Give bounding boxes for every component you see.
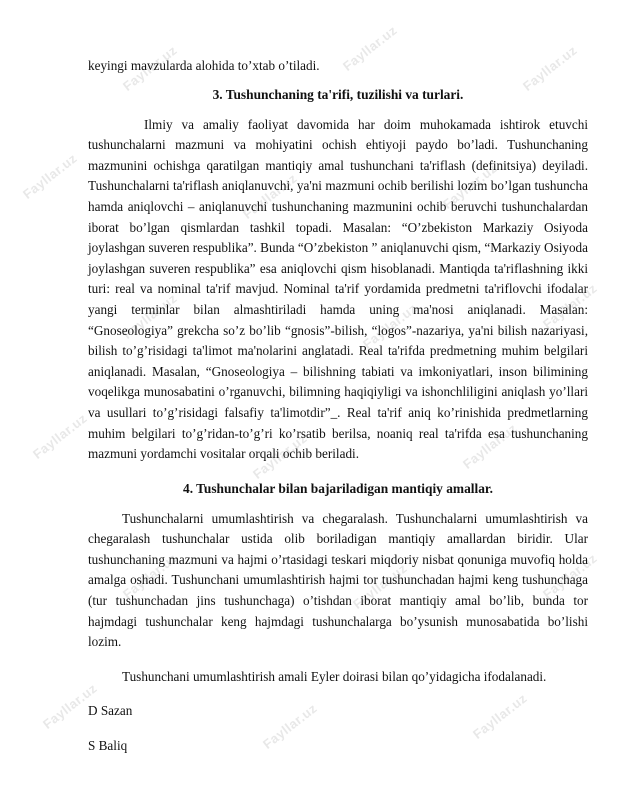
watermark: Fayllar.uz <box>20 150 80 202</box>
section-4-heading: 4. Tushunchalar bilan bajariladigan mantiqiy amallar. <box>183 480 493 496</box>
watermark: Fayllar.uz <box>30 410 90 462</box>
watermark: Fayllar.uz <box>240 170 300 222</box>
watermark: Fayllar.uz <box>520 42 580 94</box>
watermark: Fayllar.uz <box>350 560 410 612</box>
watermark: Fayllar.uz <box>470 690 530 742</box>
watermark: Fayllar.uz <box>540 550 600 602</box>
watermark: Fayllar.uz <box>120 42 180 94</box>
lead-text: keyingi mavzularda alohida to’xtab o’tiladi. <box>88 58 320 73</box>
section-3-heading: 3. Tushunchaning ta'rifi, tuzilishi va turlari. <box>212 86 464 102</box>
watermark: Fayllar.uz <box>40 680 100 732</box>
watermark: Fayllar.uz <box>260 700 320 752</box>
term-s: S Baliq <box>88 738 128 754</box>
section-4-paragraph-1: Tushunchalarni umumlashtirish va chegaralash. Tushunchalarni umumlashtirish va chegaralash tushunchalar ustida olib boriladigan mantiqiy amallardan biridir. Ular tushunchaning mazmuni va hajmi o’rtasidagi teskari miqdoriy nisbat qonuniga muvofiq holda amalga oshadi. Tushunchani umumlashtirish hajmi tor tushunchadan hajmi keng tushunchaga (tur tushunchadan jins tushunchaga) o’tishdan iborat mantiqiy amal bo’lib, bunda tor hajmdagi tushunchalar keng hajmdagi tushunchalarga bo’ysunish munosabatida bo’lishi lozim. <box>88 510 588 650</box>
watermark: Fayllar.uz <box>340 22 400 74</box>
section-3-paragraph: Ilmiy va amaliy faoliyat davomida har doim muhokamada ishtirok etuvchi tushunchalarni mazmuni va mohiyatini ochish ehtiyoji paydo bo’ladi. Tushunchaning mazmunini ochishga qaratilgan mantiqiy amal tushunchani ta'riflash (definitsiya) deyiladi. Tushunchalarni ta'riflash aniqlanuvchi, ya'ni mazmuni ochib berilishi lozim bo’lgan tushuncha hamda aniqlovchi – aniqlanuvchi tushunchaning mazmunini ochib beruvchi tushunchalardan iborat bo’lgan qismlardan tashkil topadi. Masalan: “O’zbekiston Markaziy Osiyoda joylashgan suveren respublika”. Bunda “O’zbekiston ” aniqlanuvchi qism, “Markaziy Osiyoda joylashgan suveren respublika” esa aniqlovchi qism hisoblanadi. Mantiqda ta'riflashning ikki turi: real va nominal ta'rif mavjud. Nominal ta'rif yordamida predmetni ta'riflovchi ifodalar yangi terminlar bilan almashtiriladi hamda uning ma'nosi aniqlanadi. Masalan: “Gnoseologiya” grekcha so’z bo’lib “gnosis”-bilish, “logos”-nazariya, ya'ni bilish nazariyasi, bilish to’g’risidagi ta'limot ma'nolarini anglatadi. Real ta'rifda predmetning muhim belgilari aniqlanadi. Masalan, “Gnoseologiya – bilishning tabiati va imkoniyatlari, inson bilimining voqelikga munosabatini o’rganuvchi, bilimning haqiqiyligi va ishonchliligini aniqlash yo’llari va usullari to’g’risidagi falsafiy ta'limotdir”_. Real ta'rif aniq ko’rinishida predmetlarning muhim belgilari to’g’ridan-to’g’ri ko’rsatib berilsa, noaniq real ta'rifda esa tushunchaning mazmuni yordamchi vositalar orqali ochib beriladi. <box>88 116 588 462</box>
term-d: D Sazan <box>88 703 133 719</box>
watermark: Fayllar.uz <box>250 430 310 482</box>
watermark: Fayllar.uz <box>540 280 600 332</box>
watermark: Fayllar.uz <box>360 300 420 352</box>
watermark: Fayllar.uz <box>120 550 180 602</box>
watermark: Fayllar.uz <box>120 290 180 342</box>
watermark: Fayllar.uz <box>440 160 500 212</box>
document-body <box>88 56 588 771</box>
section-4-paragraph-2: Tushunchani umumlashtirish amali Eyler doirasi bilan qo’yidagicha ifodalanadi. <box>122 668 547 684</box>
watermark: Fayllar.uz <box>460 420 520 472</box>
